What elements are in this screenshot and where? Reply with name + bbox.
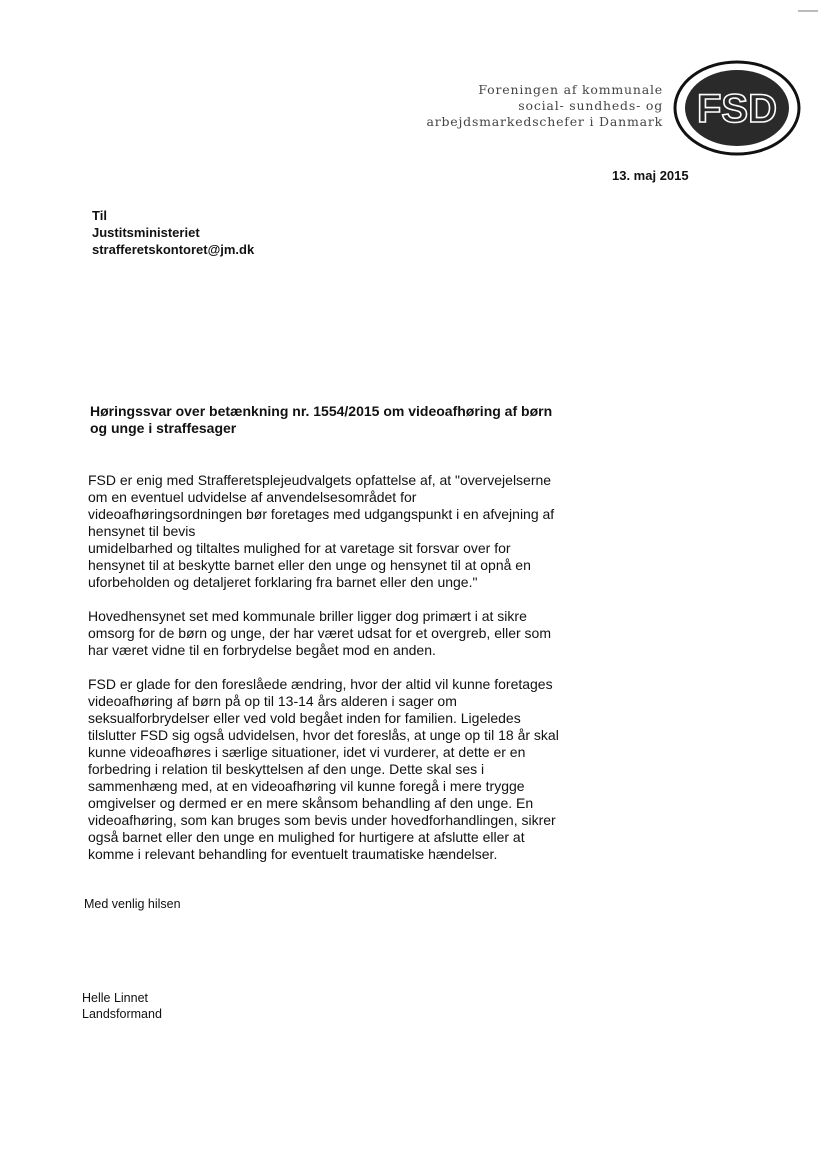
signer-name: Helle Linnet xyxy=(82,991,149,1005)
letter-body xyxy=(88,472,588,880)
body-line: også barnet eller den unge en mulighed for hurtigere at afslutte eller at xyxy=(88,829,525,845)
fsd-logo xyxy=(672,58,802,158)
closing-salutation: Med venlig hilsen xyxy=(84,897,181,911)
subject-line-2: og unge i straffesager xyxy=(90,420,237,436)
org-line-2: social- sundheds- og xyxy=(518,98,663,113)
subject-line-1: Høringssvar over betænkning nr. 1554/2015 om videoafhøring af børn xyxy=(90,403,553,419)
recipient-name: Justitsministeriet xyxy=(92,225,200,240)
org-line-1: Foreningen af kommunale xyxy=(478,82,663,97)
scan-mark xyxy=(798,10,818,12)
letter-subject xyxy=(90,403,590,437)
body-line: omgivelser og dermed er en mere skånsom behandling af den unge. En xyxy=(88,795,534,811)
body-line: FSD er enig med Strafferetsplejeudvalgets opfattelse af, at "overvejelserne xyxy=(88,472,552,488)
organization-name xyxy=(343,82,663,130)
logo-text: FSD xyxy=(697,87,777,131)
signer-title: Landsformand xyxy=(82,1007,162,1021)
body-paragraph-1 xyxy=(88,472,588,591)
body-line: forbedring i relation til beskyttelsen af den unge. Dette skal ses i xyxy=(88,761,485,777)
body-line: sammenhæng med, at en videoafhøring vil kunne foregå i mere trygge xyxy=(88,778,525,794)
body-paragraph-2 xyxy=(88,608,588,659)
body-line: videoafhøring af børn på op til 13-14 års alderen i sager om xyxy=(88,693,457,709)
letter-date: 13. maj 2015 xyxy=(612,168,689,183)
body-line: umidelbarhed og tiltaltes mulighed for at varetage sit forsvar over for xyxy=(88,540,511,556)
body-line: tilslutter FSD sig også udvidelsen, hvor det foreslås, at unge op til 18 år skal xyxy=(88,727,559,743)
body-line: hensynet til at beskytte barnet eller den unge og hensynet til at opnå en xyxy=(88,557,531,573)
signature-block xyxy=(82,990,162,1022)
body-line: seksualforbrydelser eller ved vold begået inden for familien. Ligeledes xyxy=(88,710,521,726)
body-line: hensynet til bevis xyxy=(88,523,196,539)
body-line: komme i relevant behandling for eventuelt traumatiske hændelser. xyxy=(88,846,498,862)
body-line: videoafhøringsordningen bør foretages med udgangspunkt i en afvejning af xyxy=(88,506,555,522)
body-line: omsorg for de børn og unge, der har været udsat for et overgreb, eller som xyxy=(88,625,552,641)
recipient-block xyxy=(92,207,254,258)
body-line: videoafhøring, som kan bruges som bevis under hovedforhandlingen, sikrer xyxy=(88,812,556,828)
body-line: FSD er glade for den foreslåede ændring, hvor der altid vil kunne foretages xyxy=(88,676,553,692)
body-line: uforbeholden og detaljeret forklaring fra barnet eller den unge." xyxy=(88,574,478,590)
recipient-line-to: Til xyxy=(92,208,107,223)
recipient-email: strafferetskontoret@jm.dk xyxy=(92,242,255,257)
org-line-3: arbejdsmarkedschefer i Danmark xyxy=(426,114,663,129)
body-paragraph-3 xyxy=(88,676,588,863)
body-line: Hovedhensynet set med kommunale briller ligger dog primært i at sikre xyxy=(88,608,527,624)
body-line: om en eventuel udvidelse af anvendelsesområdet for xyxy=(88,489,417,505)
body-line: kunne videoafhøres i særlige situationer, idet vi vurderer, at dette er en xyxy=(88,744,526,760)
body-line: har været vidne til en forbrydelse begået mod en anden. xyxy=(88,642,436,658)
